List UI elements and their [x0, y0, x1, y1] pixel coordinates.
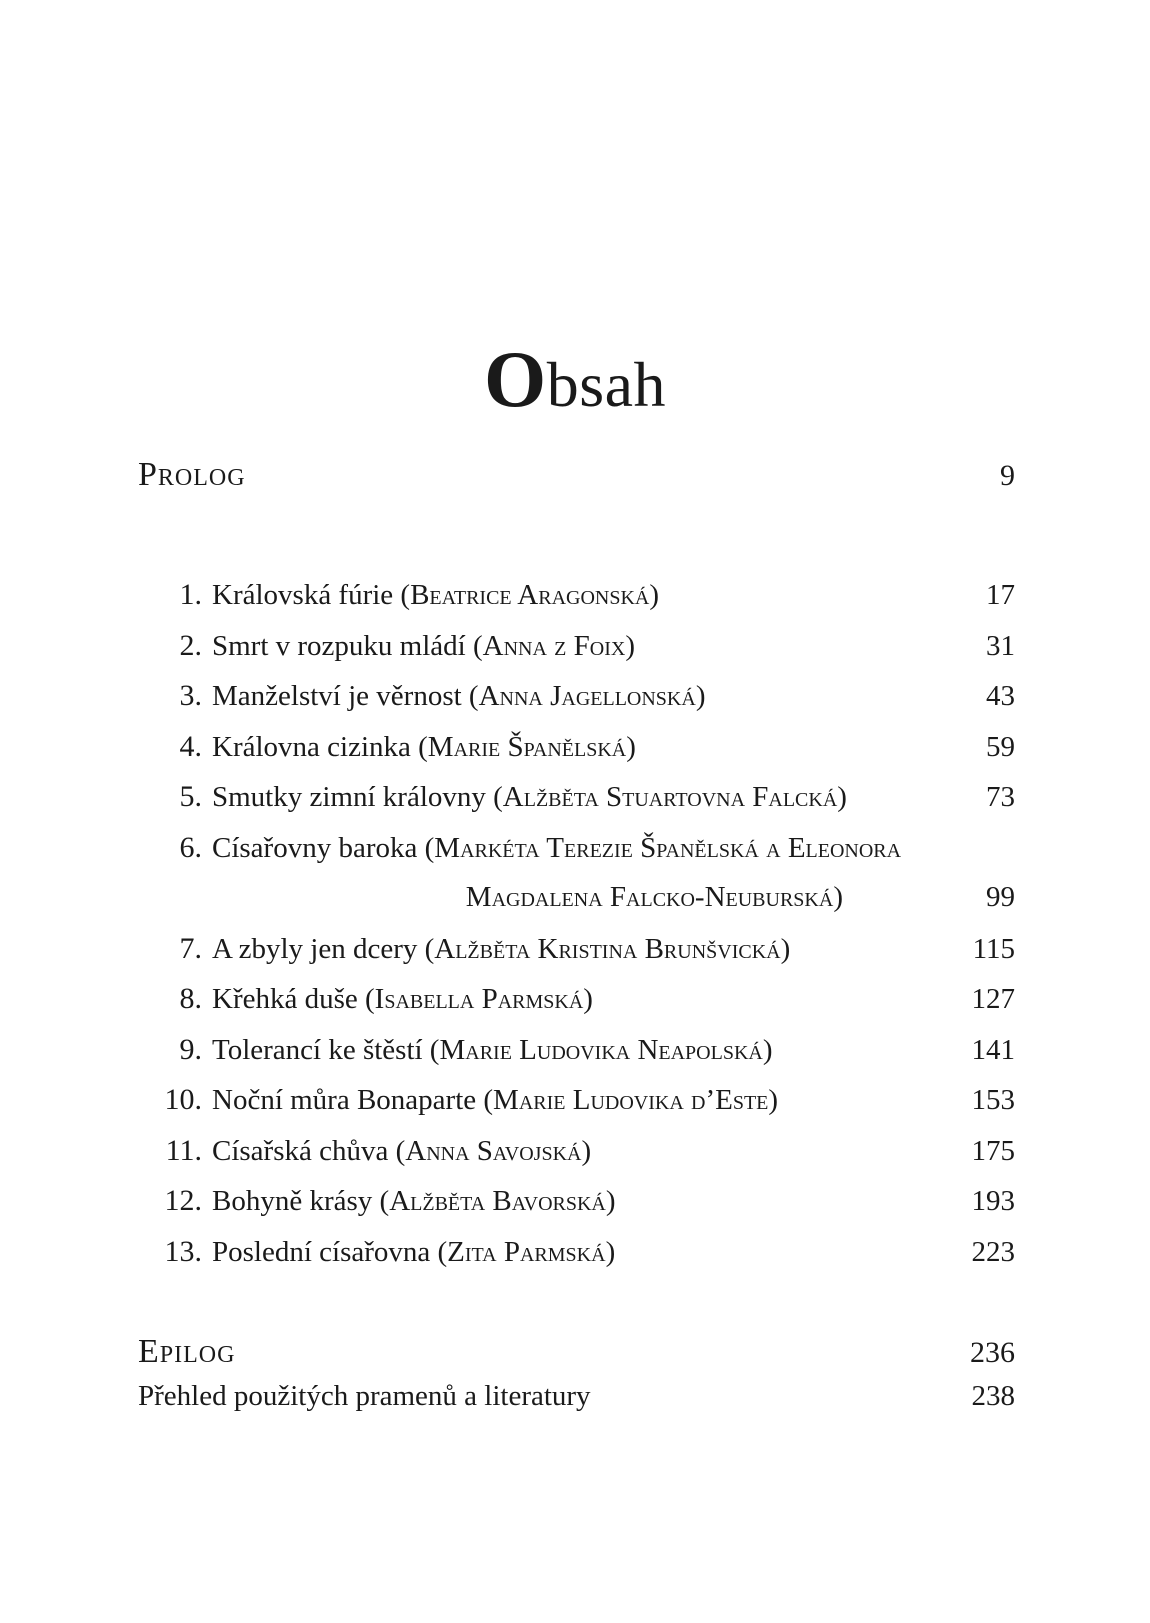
chapter-person: Isabella Parmská: [374, 983, 584, 1015]
chapter-page: 17: [986, 579, 1015, 611]
title-rest: bsah: [546, 349, 667, 420]
chapter-page: 141: [971, 1033, 1015, 1066]
chapter-title: Císařská chůva (Anna Savojská): [212, 1134, 592, 1167]
chapter-person: Anna Jagellonská: [478, 680, 696, 712]
chapter-number: 9.: [179, 1032, 202, 1066]
chapter-title: Manželství je věrnost (Anna Jagellonská): [212, 680, 706, 712]
chapter-person: Marie Španělská: [427, 730, 627, 763]
chapter-number: 2.: [179, 628, 202, 662]
page-title: [0, 336, 1150, 424]
chapter-number: 5.: [179, 780, 202, 813]
chapter-title-continued: Magdalena Falcko-Neuburská): [465, 881, 843, 913]
chapter-title: Poslední císařovna (Zita Parmská): [212, 1235, 616, 1268]
chapter-number: 11.: [165, 1133, 202, 1167]
prolog-label: Prolog: [138, 456, 246, 493]
chapter-page: 127: [971, 983, 1015, 1015]
chapter-number: 13.: [164, 1234, 202, 1268]
epilog-entry[interactable]: [138, 1333, 1015, 1377]
chapter-title: Smrt v rozpuku mládí (Anna z Foix): [212, 629, 635, 662]
chapter-entry-1[interactable]: [138, 578, 1015, 629]
chapter-page: 43: [986, 680, 1015, 712]
chapter-title: Císařovny baroka (Markéta Terezie Španělská a Eleonora: [212, 831, 902, 864]
chapter-person: Alžběta Stuartovna Falcká: [502, 781, 838, 813]
chapter-page: 193: [971, 1185, 1015, 1217]
title-initial: O: [483, 336, 547, 424]
chapter-number: 8.: [179, 982, 202, 1015]
chapter-page: 99: [986, 881, 1015, 913]
chapter-number: 3.: [179, 679, 202, 712]
bibliography-entry[interactable]: [138, 1380, 1015, 1413]
chapter-title: Královská fúrie (Beatrice Aragonská): [212, 579, 660, 611]
chapter-entry-4[interactable]: [138, 730, 1015, 781]
chapter-page: 59: [986, 730, 1015, 763]
chapter-entry-8[interactable]: [138, 982, 1015, 1033]
chapter-number: 1.: [179, 578, 202, 611]
epilog-page: 236: [970, 1336, 1015, 1369]
chapter-title: Smutky zimní královny (Alžběta Stuartovna Falcká): [212, 781, 847, 813]
chapter-entry-10[interactable]: [138, 1083, 1015, 1134]
chapter-number: 6.: [179, 830, 202, 864]
chapter-person: Alžběta Kristina Brunšvická: [434, 932, 781, 965]
chapter-entry-5[interactable]: [138, 780, 1015, 831]
chapter-title: Královna cizinka (Marie Španělská): [212, 730, 636, 763]
chapter-title: Křehká duše (Isabella Parmská): [212, 983, 593, 1015]
chapter-person: Markéta Terezie Španělská a Eleonora: [434, 831, 902, 864]
bibliography-page: 238: [971, 1380, 1015, 1412]
chapter-title: Tolerancí ke štěstí (Marie Ludovika Neapolská): [212, 1033, 773, 1066]
prolog-entry[interactable]: [138, 456, 1015, 500]
chapter-page: 115: [972, 932, 1015, 965]
chapter-person: Anna z Foix: [482, 629, 626, 662]
chapter-entry-9[interactable]: [138, 1033, 1015, 1084]
chapter-number: 7.: [179, 931, 202, 965]
chapter-entry-6[interactable]: [138, 831, 1015, 882]
chapter-page: 73: [986, 781, 1015, 813]
chapter-list: [138, 578, 1015, 1285]
chapter-person: Anna Savojská: [405, 1134, 582, 1167]
chapter-entry-11[interactable]: [138, 1134, 1015, 1185]
chapter-page: 175: [971, 1134, 1015, 1167]
epilog-label: Epilog: [138, 1333, 236, 1370]
chapter-title: Noční můra Bonaparte (Marie Ludovika d’Este): [212, 1084, 779, 1116]
chapter-title: Bohyně krásy (Alžběta Bavorská): [212, 1185, 616, 1217]
chapter-person: Zita Parmská: [447, 1235, 606, 1268]
chapter-number: 12.: [164, 1184, 202, 1217]
prolog-page: 9: [1000, 459, 1015, 492]
chapter-number: 4.: [179, 729, 202, 763]
chapter-title: A zbyly jen dcery (Alžběta Kristina Brunšvická): [212, 932, 791, 965]
chapter-entry-2[interactable]: [138, 629, 1015, 680]
chapter-person: Marie Ludovika Neapolská: [439, 1033, 763, 1066]
chapter-entry-7[interactable]: [138, 932, 1015, 983]
chapter-entry-13[interactable]: [138, 1235, 1015, 1286]
chapter-person: Alžběta Bavorská: [389, 1185, 606, 1217]
chapter-page: 223: [971, 1235, 1015, 1268]
chapter-entry-12[interactable]: [138, 1184, 1015, 1235]
chapter-person-continued: Magdalena Falcko-Neuburská: [465, 881, 834, 913]
chapter-number: 10.: [164, 1083, 202, 1116]
bibliography-label: Přehled použitých pramenů a literatury: [138, 1380, 591, 1412]
chapter-page: 31: [986, 629, 1015, 662]
chapter-page: 153: [971, 1084, 1015, 1116]
chapter-entry-6-continued[interactable]: [138, 881, 1015, 932]
chapter-person: Beatrice Aragonská: [410, 579, 650, 611]
chapter-person: Marie Ludovika d’Este: [493, 1084, 769, 1116]
chapter-entry-3[interactable]: [138, 679, 1015, 730]
